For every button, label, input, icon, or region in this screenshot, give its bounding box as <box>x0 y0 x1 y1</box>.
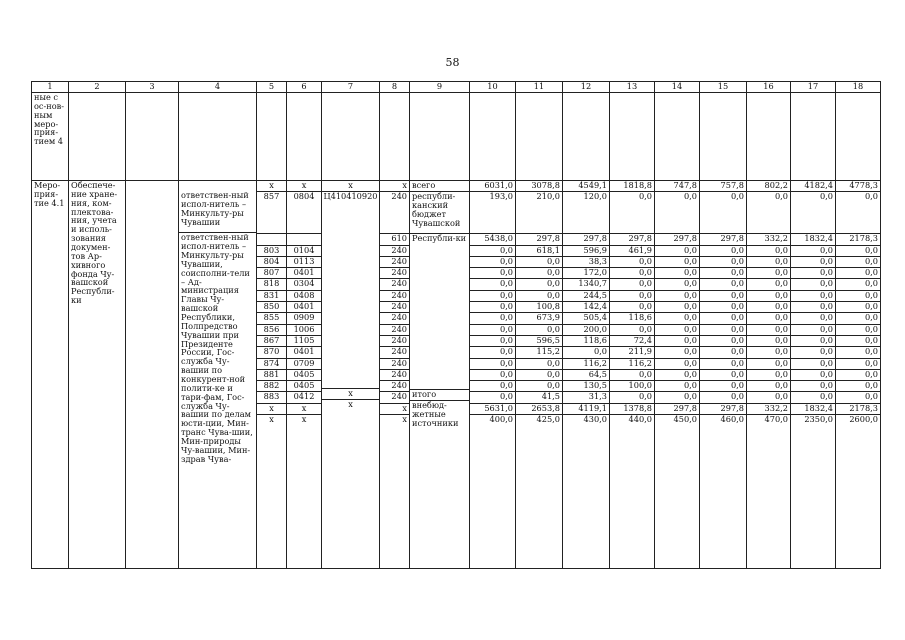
cell <box>322 274 379 284</box>
value-cell: 0,0 <box>655 391 699 402</box>
column-header: 14 <box>655 82 700 93</box>
column-header: 2 <box>69 82 126 93</box>
column-header: 12 <box>563 82 610 93</box>
value-cell: 4182,4 <box>804 181 833 190</box>
column-header: 9 <box>410 82 470 93</box>
budget-table <box>31 81 881 569</box>
funding-source: итого <box>410 389 469 400</box>
value-cell: 596,9 <box>563 245 609 256</box>
value-cell: 0,0 <box>470 380 515 391</box>
value-cell: 0,0 <box>836 191 880 233</box>
cell: 883 <box>257 391 286 402</box>
value-cell: 64,5 <box>563 369 609 380</box>
cell <box>322 336 379 346</box>
value-cell: 115,2 <box>516 346 562 357</box>
value-cell: 0,0 <box>791 245 835 256</box>
cell <box>322 326 379 336</box>
value-cell: 5438,0 <box>470 233 515 244</box>
value-cell: 297,8 <box>563 233 609 244</box>
cell <box>322 285 379 295</box>
value-cell: 0,0 <box>791 369 835 380</box>
value-cell: 0,0 <box>791 335 835 346</box>
cell: 874 <box>257 358 286 369</box>
value-cell: 172,0 <box>563 267 609 278</box>
value-cell: 0,0 <box>655 256 699 267</box>
cell: x <box>287 403 321 414</box>
value-cell: 0,0 <box>791 324 835 335</box>
value-cell: 0,0 <box>791 256 835 267</box>
cell: 240 <box>380 290 409 301</box>
value-cell: 0,0 <box>610 278 654 289</box>
cell: 0405 <box>287 369 321 380</box>
column-header: 18 <box>836 82 881 93</box>
value-cell: 0,0 <box>610 391 654 402</box>
value-cell: 0,0 <box>655 267 699 278</box>
column-header: 6 <box>287 82 322 93</box>
cell: 0412 <box>287 391 321 402</box>
value-cell: 0,0 <box>470 358 515 369</box>
value-cell: 0,0 <box>470 256 515 267</box>
value-cell: 100,8 <box>516 301 562 312</box>
value-cell: 297,8 <box>610 233 654 244</box>
cell: 870 <box>257 346 286 357</box>
value-cell: 0,0 <box>747 391 790 402</box>
value-cell: 0,0 <box>791 391 835 402</box>
value-cell: 5631,0 <box>470 403 515 414</box>
value-cell: 0,0 <box>791 278 835 289</box>
value-cell: 142,4 <box>563 301 609 312</box>
cell <box>287 233 321 244</box>
cell: 240 <box>380 301 409 312</box>
executors-cell <box>179 181 257 569</box>
cell: x <box>287 414 321 565</box>
cell: 240 <box>380 346 409 357</box>
value-cell: 0,0 <box>470 335 515 346</box>
value-cell: 0,0 <box>791 312 835 323</box>
value-cell: 430,0 <box>563 414 609 565</box>
cell <box>322 377 379 387</box>
cell: 855 <box>257 312 286 323</box>
cell: 240 <box>380 191 409 233</box>
value-cell: 0,0 <box>836 245 880 256</box>
cell: 0104 <box>287 245 321 256</box>
value-cell: 0,0 <box>747 380 790 391</box>
value-cell: 0,0 <box>470 312 515 323</box>
value-cell: 0,0 <box>655 358 699 369</box>
value-cell: 0,0 <box>700 290 746 301</box>
value-cell: 0,0 <box>747 290 790 301</box>
value-cell: 0,0 <box>836 346 880 357</box>
event-name: Меро-прия-тие 4.1 <box>32 181 69 569</box>
value-cell: 673,9 <box>516 312 562 323</box>
funding-source: всего <box>412 181 436 190</box>
value-cell: 0,0 <box>747 369 790 380</box>
value-cell: 0,0 <box>655 346 699 357</box>
value-cell: 0,0 <box>516 256 562 267</box>
col-18-stack <box>836 181 881 569</box>
cell: 610 <box>380 233 409 244</box>
value-cell: 1818,8 <box>623 181 652 190</box>
value-cell: 0,0 <box>791 290 835 301</box>
value-cell: 425,0 <box>516 414 562 565</box>
cell <box>322 347 379 357</box>
cell: x <box>257 414 286 565</box>
value-cell: 2653,8 <box>516 403 562 414</box>
col-16-stack <box>747 181 791 569</box>
value-cell: 0,0 <box>516 369 562 380</box>
cell: 0405 <box>287 380 321 391</box>
value-cell: 0,0 <box>470 301 515 312</box>
executor-1: ответствен-ный испол-нитель – Минкульту-ры Чувашии <box>181 191 249 227</box>
value-cell: 802,2 <box>764 181 788 190</box>
value-cell: 2178,3 <box>836 233 880 244</box>
cell: 240 <box>380 267 409 278</box>
value-cell: 0,0 <box>700 391 746 402</box>
value-cell: 130,5 <box>563 380 609 391</box>
value-cell: 0,0 <box>836 290 880 301</box>
value-cell: 470,0 <box>747 414 790 565</box>
value-cell: 297,8 <box>516 233 562 244</box>
value-cell: 0,0 <box>470 267 515 278</box>
value-cell: 0,0 <box>655 335 699 346</box>
cell: 881 <box>257 369 286 380</box>
cell <box>322 316 379 326</box>
cell <box>322 295 379 305</box>
value-cell: 747,8 <box>673 181 697 190</box>
cell: 856 <box>257 324 286 335</box>
cell: 0909 <box>287 312 321 323</box>
executor-2: ответствен-ный испол-нитель – Минкульту-ры Чувашии, соисполни-тели – Ад-министрация Главы Чу-вашской Республики, Полпредство Чувашии при Президенте России, Гос-служба Чу-вашии по конкурент-ной полити-ке и тари-фам, Гос-служба Чу-вашии по делам юсти-ции, Мин-транс Чува-шии, Мин-природы Чу-вашии, Мин-здрав Чува- <box>179 232 256 568</box>
value-cell: 0,0 <box>747 324 790 335</box>
cell: 240 <box>380 380 409 391</box>
value-cell: 1832,4 <box>791 403 835 414</box>
cell: x <box>380 414 409 565</box>
col-10-stack <box>470 181 516 569</box>
value-cell: 0,0 <box>791 346 835 357</box>
column-header: 11 <box>516 82 563 93</box>
value-cell: 0,0 <box>470 324 515 335</box>
cell: 857 <box>257 191 286 233</box>
value-cell: 0,0 <box>836 380 880 391</box>
value-cell: 0,0 <box>516 324 562 335</box>
cell: 818 <box>257 278 286 289</box>
cell: 0401 <box>287 301 321 312</box>
cell: 804 <box>257 256 286 267</box>
value-cell: 297,8 <box>700 403 746 414</box>
value-cell: 0,0 <box>470 346 515 357</box>
cell <box>322 244 379 254</box>
cell <box>257 233 286 244</box>
value-cell: 0,0 <box>700 312 746 323</box>
value-cell: 1378,8 <box>610 403 654 414</box>
cell: 240 <box>380 369 409 380</box>
col-5-stack <box>257 181 287 569</box>
cell: 0401 <box>287 346 321 357</box>
value-cell: 0,0 <box>610 256 654 267</box>
value-cell: 0,0 <box>836 335 880 346</box>
value-cell: 0,0 <box>836 278 880 289</box>
page-number: 58 <box>445 56 460 69</box>
value-cell: 0,0 <box>610 369 654 380</box>
column-header: 7 <box>322 82 380 93</box>
cell: 1105 <box>287 335 321 346</box>
cell: 0401 <box>287 267 321 278</box>
cell: 867 <box>257 335 286 346</box>
value-cell: 4778,3 <box>849 181 878 190</box>
cell: 0113 <box>287 256 321 267</box>
continued-row <box>32 93 881 181</box>
cell <box>322 357 379 367</box>
value-cell: 0,0 <box>610 290 654 301</box>
value-cell: 2178,3 <box>836 403 880 414</box>
value-cell: 0,0 <box>700 245 746 256</box>
funding-source: Республи-ки <box>410 233 469 389</box>
value-cell: 0,0 <box>791 358 835 369</box>
value-cell: 0,0 <box>700 324 746 335</box>
funding-source: республи-канский бюджет Чувашской <box>410 191 469 233</box>
value-cell: 2350,0 <box>791 414 835 565</box>
value-cell: 0,0 <box>516 380 562 391</box>
cell: 807 <box>257 267 286 278</box>
value-cell: 244,5 <box>563 290 609 301</box>
value-cell: 0,0 <box>655 245 699 256</box>
cell: 240 <box>380 245 409 256</box>
value-cell: 0,0 <box>700 191 746 233</box>
cell: x <box>348 181 353 190</box>
value-cell: 297,8 <box>655 233 699 244</box>
value-cell: 0,0 <box>791 191 835 233</box>
value-cell: 0,0 <box>470 245 515 256</box>
cell: Ц410410920 <box>322 191 379 233</box>
value-cell: 200,0 <box>563 324 609 335</box>
value-cell: 400,0 <box>470 414 515 565</box>
value-cell: 0,0 <box>791 301 835 312</box>
col-13-stack <box>610 181 655 569</box>
value-cell: 0,0 <box>516 278 562 289</box>
value-cell: 210,0 <box>516 191 562 233</box>
value-cell: 193,0 <box>470 191 515 233</box>
col-6-stack <box>287 181 322 569</box>
column-header: 5 <box>257 82 287 93</box>
value-cell: 0,0 <box>747 358 790 369</box>
value-cell: 461,9 <box>610 245 654 256</box>
cell: 1006 <box>287 324 321 335</box>
value-cell: 0,0 <box>836 391 880 402</box>
value-cell: 0,0 <box>655 369 699 380</box>
column-header: 4 <box>179 82 257 93</box>
value-cell: 0,0 <box>747 278 790 289</box>
value-cell: 0,0 <box>836 312 880 323</box>
value-cell: 0,0 <box>655 290 699 301</box>
value-cell: 332,2 <box>747 233 790 244</box>
cell: 850 <box>257 301 286 312</box>
cell: x <box>269 181 274 190</box>
value-cell: 0,0 <box>700 335 746 346</box>
col-12-stack <box>563 181 610 569</box>
value-cell: 0,0 <box>747 256 790 267</box>
value-cell: 0,0 <box>700 369 746 380</box>
value-cell: 0,0 <box>700 380 746 391</box>
value-cell: 0,0 <box>700 267 746 278</box>
value-cell: 0,0 <box>516 290 562 301</box>
value-cell: 0,0 <box>836 256 880 267</box>
value-cell: 0,0 <box>655 380 699 391</box>
value-cell: 0,0 <box>655 278 699 289</box>
value-cell: 120,0 <box>563 191 609 233</box>
col-17-stack <box>791 181 836 569</box>
cell: x <box>301 181 307 190</box>
value-cell: 0,0 <box>836 369 880 380</box>
continued-cell: ные с ос-нов-ным меро-прия-тием 4 <box>32 93 69 181</box>
value-cell: 4549,1 <box>578 181 607 190</box>
value-cell: 0,0 <box>655 301 699 312</box>
cell <box>322 264 379 274</box>
cell: 0709 <box>287 358 321 369</box>
cell: 240 <box>380 312 409 323</box>
value-cell: 596,5 <box>516 335 562 346</box>
value-cell: 31,3 <box>563 391 609 402</box>
col-7-stack <box>322 181 380 569</box>
column-header: 1 <box>32 82 69 93</box>
value-cell: 0,0 <box>516 358 562 369</box>
value-cell: 118,6 <box>610 312 654 323</box>
cell <box>322 305 379 315</box>
cell: 240 <box>380 324 409 335</box>
value-cell: 0,0 <box>747 335 790 346</box>
cell: 0804 <box>287 191 321 233</box>
column-header: 15 <box>700 82 747 93</box>
cell: 240 <box>380 358 409 369</box>
value-cell: 505,4 <box>563 312 609 323</box>
value-cell: 0,0 <box>516 267 562 278</box>
funding-source: внебюд-жетные источники <box>410 400 469 551</box>
value-cell: 0,0 <box>655 324 699 335</box>
value-cell: 618,1 <box>516 245 562 256</box>
value-cell: 0,0 <box>791 267 835 278</box>
value-cell: 6031,0 <box>484 181 513 190</box>
cell: x <box>322 399 379 550</box>
value-cell: 100,0 <box>610 380 654 391</box>
value-cell: 116,2 <box>563 358 609 369</box>
value-cell: 450,0 <box>655 414 699 565</box>
cell <box>322 233 379 243</box>
cell: 882 <box>257 380 286 391</box>
value-cell: 41,5 <box>516 391 562 402</box>
column-header: 3 <box>126 82 179 93</box>
header-row <box>32 82 881 93</box>
value-cell: 0,0 <box>836 267 880 278</box>
value-cell: 0,0 <box>747 312 790 323</box>
value-cell: 0,0 <box>610 267 654 278</box>
value-cell: 3078,8 <box>531 181 560 190</box>
value-cell: 297,8 <box>700 233 746 244</box>
column-header: 13 <box>610 82 655 93</box>
col-9-stack <box>410 181 470 569</box>
value-cell: 0,0 <box>700 358 746 369</box>
event-description: Обеспече-ние хране-ния, ком-плектова-ния, учета и исполь-зования докумен-тов Ар-хивного фонда Чу-вашской Республи-ки <box>69 181 126 569</box>
cell <box>322 254 379 264</box>
cell: 0408 <box>287 290 321 301</box>
value-cell: 0,0 <box>747 267 790 278</box>
value-cell: 0,0 <box>700 256 746 267</box>
cell: x <box>380 403 409 414</box>
value-cell: 0,0 <box>791 380 835 391</box>
cell: 803 <box>257 245 286 256</box>
value-cell: 0,0 <box>836 358 880 369</box>
cell: 240 <box>380 278 409 289</box>
value-cell: 0,0 <box>610 324 654 335</box>
value-cell: 0,0 <box>610 301 654 312</box>
value-cell: 0,0 <box>836 324 880 335</box>
value-cell: 0,0 <box>700 301 746 312</box>
cell: x <box>257 403 286 414</box>
value-cell: 0,0 <box>563 346 609 357</box>
value-cell: 1340,7 <box>563 278 609 289</box>
column-header: 10 <box>470 82 516 93</box>
value-cell: 460,0 <box>700 414 746 565</box>
cell: 240 <box>380 335 409 346</box>
value-cell: 0,0 <box>655 312 699 323</box>
cell: 240 <box>380 391 409 402</box>
col-15-stack <box>700 181 747 569</box>
column-header: 17 <box>791 82 836 93</box>
value-cell: 0,0 <box>470 369 515 380</box>
value-cell: 757,8 <box>720 181 744 190</box>
col-8-stack <box>380 181 410 569</box>
value-cell: 440,0 <box>610 414 654 565</box>
value-cell: 297,8 <box>655 403 699 414</box>
col-14-stack <box>655 181 700 569</box>
cell <box>322 367 379 377</box>
value-cell: 4119,1 <box>563 403 609 414</box>
column-header: 16 <box>747 82 791 93</box>
value-cell: 0,0 <box>470 278 515 289</box>
value-cell: 0,0 <box>700 346 746 357</box>
value-cell: 0,0 <box>836 301 880 312</box>
value-cell: 1832,4 <box>791 233 835 244</box>
cell: 831 <box>257 290 286 301</box>
value-cell: 0,0 <box>747 191 790 233</box>
cell: x <box>322 388 379 399</box>
value-cell: 118,6 <box>563 335 609 346</box>
value-cell: 0,0 <box>700 278 746 289</box>
event-row <box>32 181 881 569</box>
value-cell: 0,0 <box>470 290 515 301</box>
value-cell: 2600,0 <box>836 414 880 565</box>
value-cell: 0,0 <box>470 391 515 402</box>
value-cell: 0,0 <box>655 191 699 233</box>
column-header: 8 <box>380 82 410 93</box>
cell: 240 <box>380 256 409 267</box>
value-cell: 72,4 <box>610 335 654 346</box>
value-cell: 116,2 <box>610 358 654 369</box>
value-cell: 0,0 <box>747 245 790 256</box>
value-cell: 0,0 <box>747 301 790 312</box>
value-cell: 0,0 <box>610 191 654 233</box>
value-cell: 211,9 <box>610 346 654 357</box>
value-cell: 332,2 <box>747 403 790 414</box>
value-cell: 0,0 <box>747 346 790 357</box>
cell: 0304 <box>287 278 321 289</box>
cell: x <box>402 181 407 190</box>
col-11-stack <box>516 181 563 569</box>
value-cell: 38,3 <box>563 256 609 267</box>
